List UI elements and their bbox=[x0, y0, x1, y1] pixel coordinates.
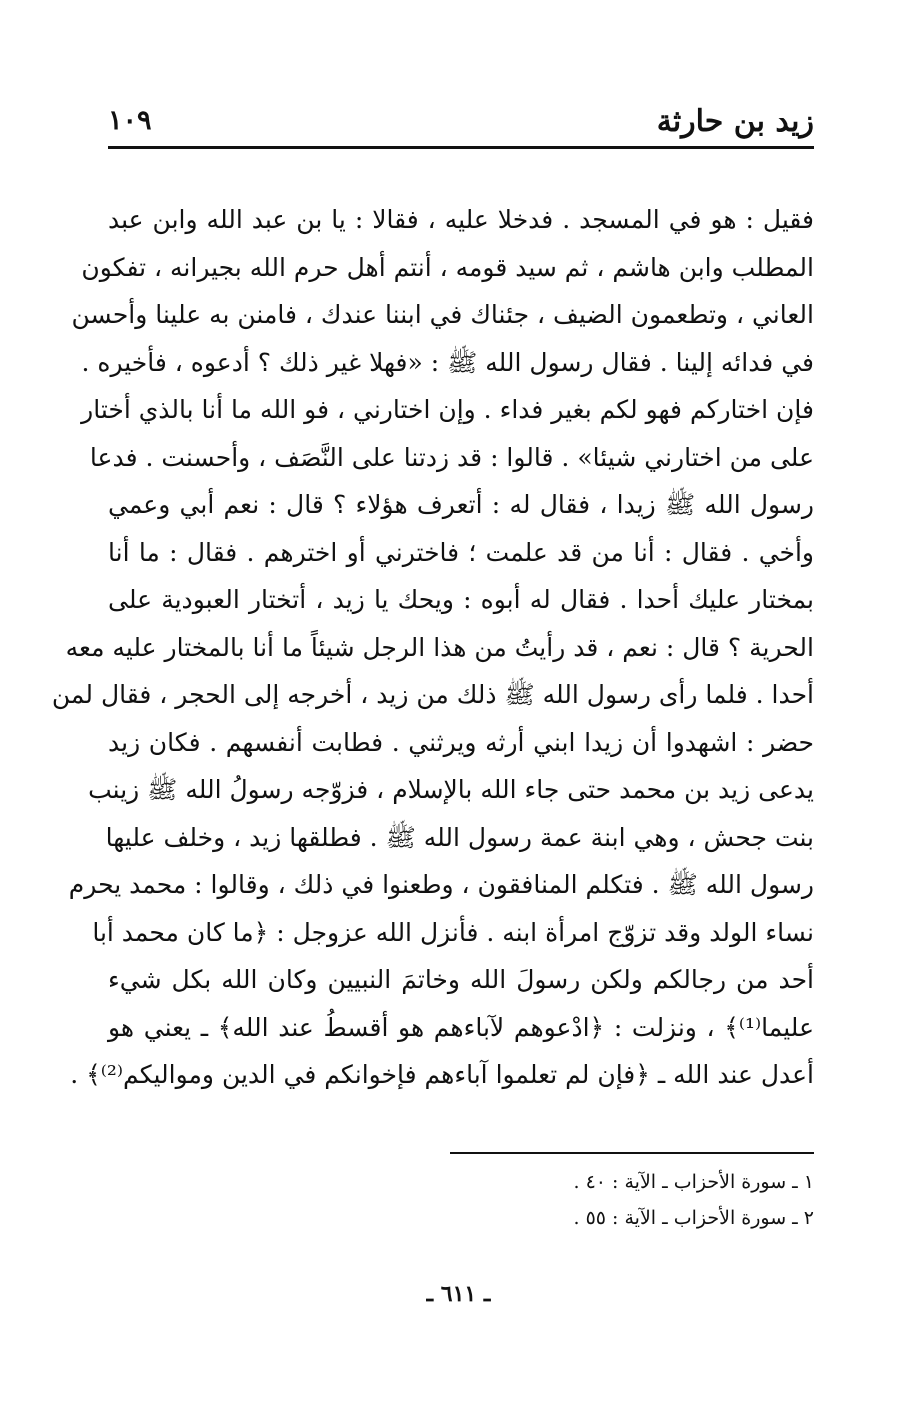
text-line: أحد من رجالكم ولكن رسولَ الله وخاتمَ النبيين وكان الله بكل شيء bbox=[108, 965, 814, 994]
text-line: يدعى زيد بن محمد حتى جاء الله بالإسلام ، فزوّجه رسولُ الله ﷺ زينب bbox=[88, 775, 814, 804]
text-line: فإن اختاركم فهو لكم بغير فداء . وإن اختارني ، فو الله ما أنا بالذي أختار bbox=[81, 395, 814, 424]
text-line: نساء الولد وقد تزوّج امرأة ابنه . فأنزل الله عزوجل : ﴿ما كان محمد أبا bbox=[92, 917, 814, 947]
text-line: في فدائه إلينا . فقال رسول الله ﷺ : «فهلا غير ذلك ؟ أدعوه ، فأخيره . bbox=[81, 347, 814, 377]
chapter-title: زيد بن حارثة bbox=[656, 104, 814, 139]
text-line: بنت جحش ، وهي ابنة عمة رسول الله ﷺ . فطلقها زيد ، وخلف عليها bbox=[105, 822, 814, 852]
footnote-item: ١ ـ سورة الأحزاب ـ الآية : ٤٠ . bbox=[573, 1171, 814, 1193]
text-line: أعدل عند الله ـ ﴿فإن لم تعلموا آباءهم فإخوانكم في الدين ومواليكم⁽²⁾﴾ . bbox=[70, 1060, 814, 1089]
text-line: المطلب وابن هاشم ، ثم سيد قومه ، أنتم أهل حرم الله بجيرانه ، تفكون bbox=[81, 252, 814, 282]
footnote-item: ٢ ـ سورة الأحزاب ـ الآية : ٥٥ . bbox=[573, 1207, 814, 1229]
header-rule bbox=[108, 146, 814, 149]
text-line: حضر : اشهدوا أن زيدا ابني أرثه ويرثني . فطابت أنفسهم . فكان زيد bbox=[108, 727, 814, 757]
body-text bbox=[51, 196, 814, 1099]
text-line: أحدا . فلما رأى رسول الله ﷺ ذلك من زيد ، أخرجه إلى الحجر ، فقال لمن bbox=[51, 680, 814, 709]
text-line: عليما⁽¹⁾﴾ ، ونزلت : ﴿ادْعوهم لآباءهم هو أقسطُ عند الله﴾ ـ يعني هو bbox=[108, 1012, 814, 1042]
text-line: فقيل : هو في المسجد . فدخلا عليه ، فقالا : يا بن عبد الله وابن عبد bbox=[108, 205, 814, 234]
text-line: بمختار عليك أحدا . فقال له أبوه : ويحك يا زيد ، أتختار العبودية على bbox=[108, 585, 814, 614]
text-line: رسول الله ﷺ . فتكلم المنافقون ، وطعنوا في ذلك ، وقالوا : محمد يحرم bbox=[68, 870, 814, 899]
running-header bbox=[108, 95, 814, 145]
text-line: الحرية ؟ قال : نعم ، قد رأيتُ من هذا الرجل شيئاً ما أنا بالمختار عليه معه bbox=[65, 632, 814, 662]
text-line: وأخي . فقال : أنا من قد علمت ؛ فاخترني أو اخترهم . فقال : ما أنا bbox=[108, 537, 814, 567]
page-number: ـ ٦١١ ـ bbox=[426, 1281, 491, 1307]
footnotes bbox=[450, 1164, 814, 1236]
text-line: العاني ، وتطعمون الضيف ، جئناك في ابننا عندك ، فامنن به علينا وأحسن bbox=[71, 300, 814, 329]
chapter-page-number: ١٠٩ bbox=[108, 105, 152, 136]
text-line: على من اختارني شيئا» . قالوا : قد زدتنا على النَّصَف ، وأحسنت . فدعا bbox=[89, 442, 814, 472]
footnote-rule bbox=[450, 1152, 814, 1154]
text-line: رسول الله ﷺ زيدا ، فقال له : أتعرف هؤلاء ؟ قال : نعم أبي وعمي bbox=[108, 490, 814, 519]
